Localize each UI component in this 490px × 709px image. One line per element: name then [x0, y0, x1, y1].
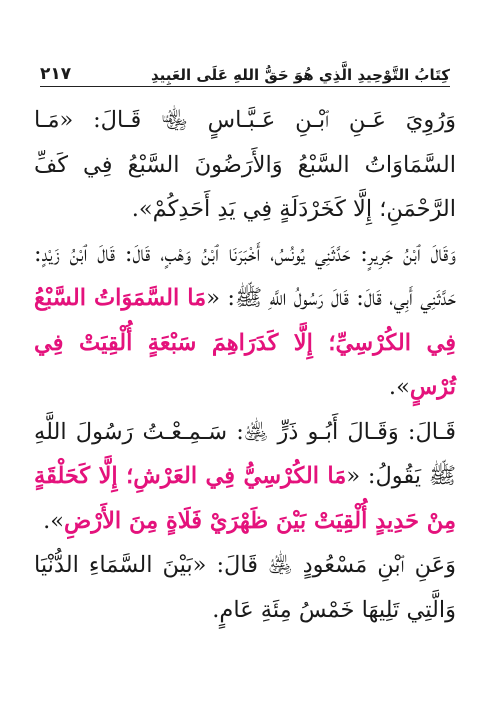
header-divider: [40, 86, 450, 87]
paragraph-text: وَقَالَ ٱبْنُ جَرِيرٍ: حَدَّثَنِي يُونُسُ، أَخْبَرَنَا ٱبْنُ وَهْبٍ، قَالَ: قَالَ ٱبْنُ زَيْدٍ: حَدَّثَنِي أَبِي، قَالَ: قَالَ رَسُولُ اللَّهِ ﷺ: «: [34, 240, 456, 311]
paragraph-ibn-jarir: [34, 232, 456, 410]
closing-quote: ».: [388, 374, 410, 400]
closing-quote: ».: [43, 507, 65, 534]
paragraph-ibn-abbas: [34, 98, 456, 232]
page-header: [40, 50, 450, 84]
paragraph-abu-dharr: [34, 410, 456, 544]
body-text: [34, 98, 456, 632]
paragraph-text: قَـالَ: وَقَـالَ أَبُـو ذَرٍّ ﵁: سَـمِـعْـتُ رَسُولَ اللَّهِ ﷺ يَقُولُ: «: [34, 418, 457, 489]
highlighted-hadith-text: مَا الكُرْسِيُّ فِي العَرْشِ؛ إِلَّا كَحَلْقَةٍ مِنْ حَدِيدٍ أُلْقِيَتْ بَيْنَ ظَهْرَيْ فَلَاةٍ مِنَ الأَرْضِ: [34, 463, 456, 534]
running-title: كِتَابُ التَّوْحِيدِ الَّذِي هُوَ حَقُّ اللهِ عَلَى العَبِيدِ: [150, 66, 450, 84]
paragraph-text: وَرُوِيَ عَـنِ ٱبْـنِ عَـبَّـاسٍ ﵄ قَـالَ: «مَـا السَّمَاوَاتُ السَّبْعُ وَالأَرَضُونَ السَّبْعُ فِي كَفِّ الرَّحْمَنِ؛ إِلَّا كَخَرْدَلَةٍ فِي يَدِ أَحَدِكُمْ».: [34, 107, 456, 222]
paragraph-ibn-masud: [34, 543, 456, 632]
highlighted-hadith-text: مَا السَّمَوَاتُ السَّبْعُ فِي الكُرْسِيِّ؛ إِلَّا كَدَرَاهِمَ سَبْعَةٍ أُلْقِيَتْ فِي تُرْسٍ: [34, 285, 456, 400]
paragraph-text: وَعَنِ ٱبْنِ مَسْعُودٍ ﵁ قَالَ: «بَيْنَ السَّمَاءِ الدُّنْيَا وَالَّتِي تَلِيهَا خَمْسُ مِئَةِ عَامٍ.: [34, 552, 456, 623]
page-number: ٢١٧: [40, 64, 72, 84]
